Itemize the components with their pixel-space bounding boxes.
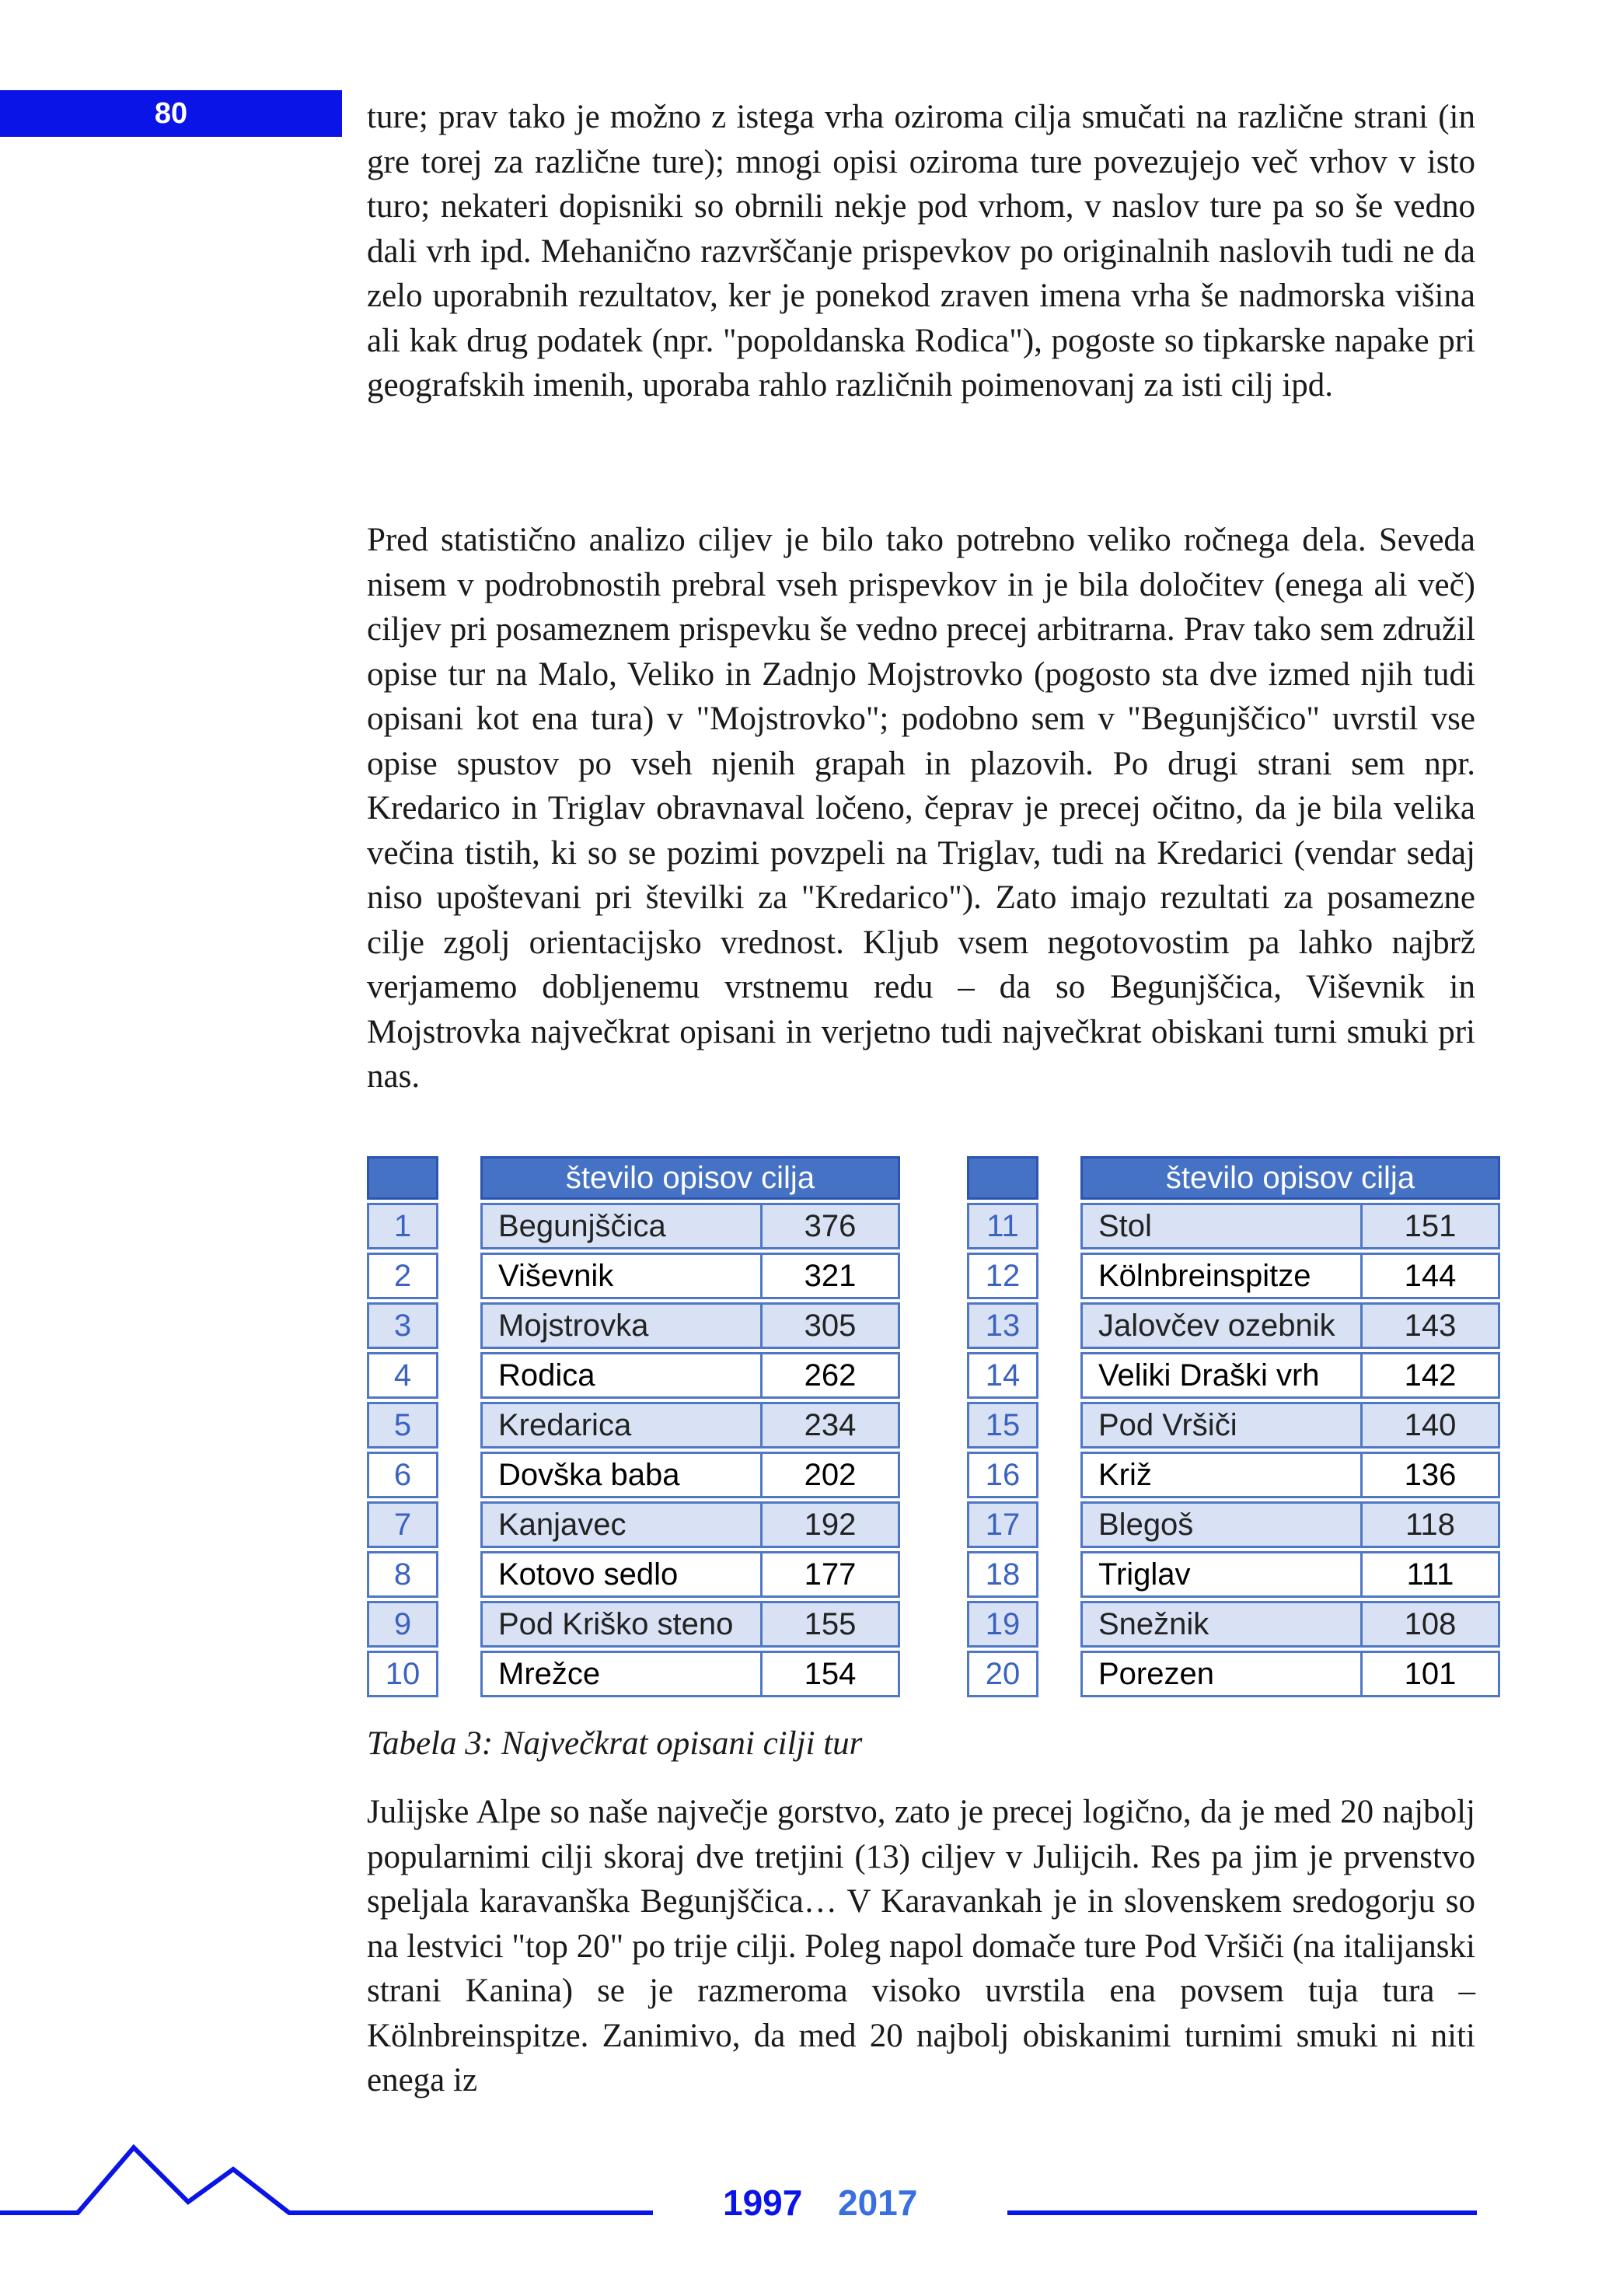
rank-header — [967, 1156, 1038, 1200]
description-count: 155 — [804, 1607, 857, 1641]
rank-cell: 17 — [967, 1501, 1038, 1548]
table-row — [1080, 1253, 1500, 1299]
description-count: 140 — [1404, 1408, 1457, 1442]
page-number: 80 — [154, 97, 188, 130]
rank-cell: 7 — [367, 1501, 438, 1548]
destination-name: Triglav — [1083, 1553, 1363, 1595]
rank-cell: 20 — [967, 1651, 1038, 1697]
rank-cell: 12 — [967, 1253, 1038, 1299]
table-row — [1080, 1601, 1500, 1648]
footer-year-end: 2017 — [838, 2182, 918, 2223]
table-row — [480, 1402, 900, 1449]
destination-name: Blegoš — [1083, 1504, 1363, 1546]
description-count: 305 — [804, 1309, 857, 1343]
rank-column-left — [367, 1156, 438, 1697]
table-row — [480, 1253, 900, 1299]
paragraph-1-text: ture; prav tako je možno z istega vrha oziroma cilja smučati na različne strani (in gre torej za različne ture); mnogi opisi oziroma ture povezujejo več vrhov v isto turo; nekateri dopisniki so obrnili nekje pod vrhom, v naslov ture pa so še vedno dali vrh ipd. Mehanično razvrščanje prispevkov po originalnih naslovih tudi ne da zelo uporabnih rezultatov, ker je ponekod zraven imena vrha še nadmorska višina ali kak drug podatek (npr. "popoldanska Rodica"), pogoste so tipkarske napake pri geografskih imenih, uporaba rahlo različnih poimenovanj za isti cilj ipd. — [367, 99, 1475, 404]
description-count: 101 — [1404, 1657, 1457, 1691]
table-row — [1080, 1452, 1500, 1498]
rank-cell: 10 — [367, 1651, 438, 1697]
table-row — [480, 1651, 900, 1697]
destination-name: Kölnbreinspitze — [1083, 1255, 1363, 1297]
rank-cell: 13 — [967, 1302, 1038, 1349]
description-count: 111 — [1406, 1557, 1454, 1592]
destination-name: Jalovčev ozebnik — [1083, 1305, 1363, 1347]
destination-name: Stol — [1083, 1205, 1363, 1247]
table-row — [1080, 1402, 1500, 1449]
rank-cell: 2 — [367, 1253, 438, 1299]
data-column-left — [480, 1156, 900, 1697]
rank-cell: 15 — [967, 1402, 1038, 1449]
destination-name: Porezen — [1083, 1653, 1363, 1695]
rank-header — [367, 1156, 438, 1200]
description-count: 143 — [1404, 1309, 1457, 1343]
destination-name: Križ — [1083, 1454, 1363, 1496]
rank-cell: 5 — [367, 1402, 438, 1449]
description-count: 108 — [1404, 1607, 1457, 1641]
table-row — [480, 1452, 900, 1498]
paragraph-1 — [367, 95, 1475, 408]
rank-cell: 3 — [367, 1302, 438, 1349]
description-count: 142 — [1404, 1358, 1457, 1393]
destination-name: Begunjščica — [483, 1205, 763, 1247]
destination-name: Viševnik — [483, 1255, 763, 1297]
destination-name: Kanjavec — [483, 1504, 763, 1546]
table-row — [1080, 1501, 1500, 1548]
rank-cell: 4 — [367, 1352, 438, 1399]
destination-name: Kotovo sedlo — [483, 1553, 763, 1595]
footer-line-right — [1007, 2210, 1477, 2215]
destination-name: Pod Kriško steno — [483, 1603, 763, 1645]
rank-cell: 14 — [967, 1352, 1038, 1399]
destination-name: Kredarica — [483, 1404, 763, 1446]
description-count: 321 — [804, 1259, 857, 1293]
description-count: 154 — [804, 1657, 857, 1691]
description-count: 376 — [804, 1209, 857, 1243]
destination-name: Veliki Draški vrh — [1083, 1354, 1363, 1396]
description-count: 262 — [804, 1358, 857, 1393]
table-row — [480, 1601, 900, 1648]
table-row — [480, 1203, 900, 1249]
description-count: 136 — [1404, 1458, 1457, 1492]
table-row — [1080, 1551, 1500, 1598]
destination-name: Snežnik — [1083, 1603, 1363, 1645]
description-count: 177 — [804, 1557, 857, 1592]
description-count: 202 — [804, 1458, 857, 1492]
rank-cell: 8 — [367, 1551, 438, 1598]
table-header-left: število opisov cilja — [480, 1156, 900, 1200]
rank-cell: 6 — [367, 1452, 438, 1498]
paragraph-2-text: Pred statistično analizo ciljev je bilo tako potrebno veliko ročnega dela. Seveda nisem v podrobnostih prebral vseh prispevkov in je bila določitev (enega ali več) ciljev pri posameznem prispevku še vedno precej arbitrarna. Prav tako sem združil opise tur na Malo, Veliko in Zadnjo Mojstrovko (pogosto sta dve izmed njih tudi opisani kot ena tura) v "Mojstrovko"; podobno sem v "Begunjščico" uvrstil vse opise spustov po vseh njenih grapah in plazovih. Po drugi strani sem npr. Kredarico in Triglav obravnaval ločeno, čeprav je precej očitno, da je bila velika večina tistih, ki so se pozimi povzpeli na Triglav, tudi na Kredarici (vendar sedaj niso upoštevani pri številki za "Kredarico"). Zato imajo rezultati za posamezne cilje zgolj orientacijsko vrednost. Kljub vsem negotovostim pa lahko najbrž verjamemo dobljenemu vrstnemu redu – da so Begunjščica, Viševnik in Mojstrovka največkrat opisani in verjetno tudi največkrat obiskani turni smuki pri nas. — [367, 522, 1475, 1095]
rank-cell: 16 — [967, 1452, 1038, 1498]
table-row — [480, 1352, 900, 1399]
description-count: 234 — [804, 1408, 857, 1442]
description-count: 192 — [804, 1508, 857, 1542]
table-caption: Tabela 3: Največkrat opisani cilji tur — [367, 1725, 863, 1762]
table-row — [480, 1302, 900, 1349]
rank-cell: 1 — [367, 1203, 438, 1249]
table-row — [1080, 1302, 1500, 1349]
table-row — [1080, 1203, 1500, 1249]
rank-cell: 11 — [967, 1203, 1038, 1249]
destination-name: Pod Vršiči — [1083, 1404, 1363, 1446]
rank-column-right — [967, 1156, 1038, 1697]
destination-name: Mrežce — [483, 1653, 763, 1695]
table-row — [480, 1551, 900, 1598]
rank-cell: 18 — [967, 1551, 1038, 1598]
data-column-right — [1080, 1156, 1500, 1697]
table-row — [480, 1501, 900, 1548]
description-count: 118 — [1405, 1508, 1455, 1542]
table-header-right: število opisov cilja — [1080, 1156, 1500, 1200]
rank-cell: 19 — [967, 1601, 1038, 1648]
paragraph-2 — [367, 518, 1475, 1099]
description-count: 151 — [1404, 1209, 1457, 1243]
destination-name: Dovška baba — [483, 1454, 763, 1496]
mountain-line-icon — [0, 2130, 653, 2224]
table-row — [1080, 1352, 1500, 1399]
description-count: 144 — [1404, 1259, 1457, 1293]
rank-cell: 9 — [367, 1601, 438, 1648]
footer-year-start: 1997 — [723, 2182, 803, 2223]
paragraph-3 — [367, 1790, 1475, 2103]
paragraph-3-text: Julijske Alpe so naše največje gorstvo, zato je precej logično, da je med 20 najbolj popularnimi cilji skoraj dve tretjini (13) ciljev v Julijcih. Res pa jim je prvenstvo speljala karavanška Begunjščica… V Karavankah je in slovenskem sredogorju so na lestvici "top 20" po trije cilji. Poleg napol domače ture Pod Vršiči (na italijanski strani Kanina) se je razmeroma visoko uvrstila ena povsem tuja tura – Kölnbreinspitze. Zanimivo, da med 20 najbolj obiskanimi turnimi smuki ni niti enega iz — [367, 1794, 1475, 2099]
destination-name: Rodica — [483, 1354, 763, 1396]
destination-name: Mojstrovka — [483, 1305, 763, 1347]
table-row — [1080, 1651, 1500, 1697]
